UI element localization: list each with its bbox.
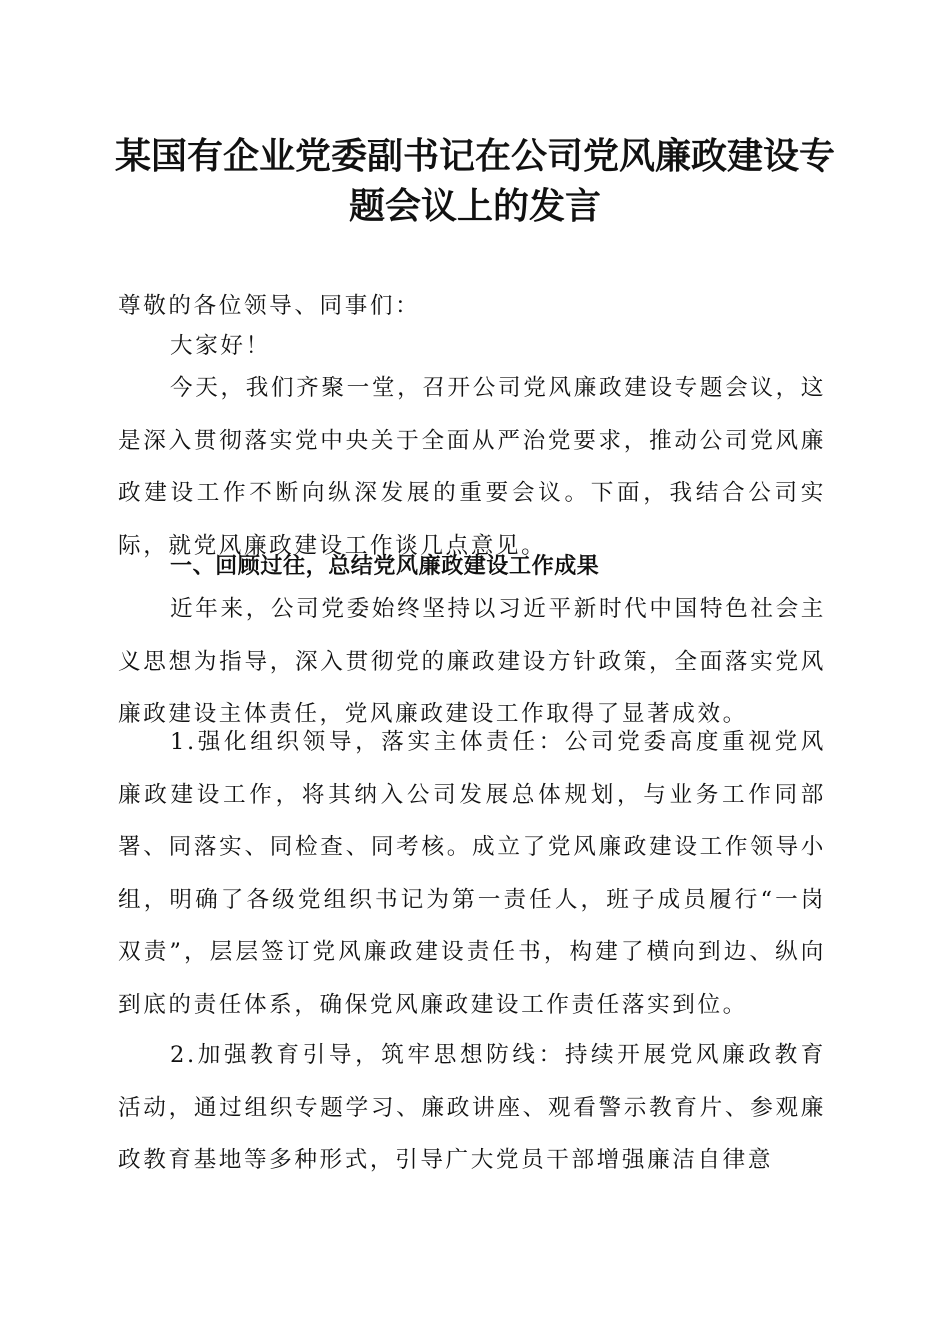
section-1-heading: 一、回顾过往，总结党风廉政建设工作成果 — [170, 554, 600, 579]
item-2-paragraph: 2.加强教育引导，筑牢思想防线：持续开展党风廉政教育活动，通过组织专题学习、廉政讲座、观看警示教育片、参观廉政教育基地等多种形式，引导广大党员干部增强廉洁自律意 — [118, 1042, 826, 1173]
document-title-line-1: 某国有企业党委副书记在公司党风廉政建设专 — [115, 135, 836, 177]
item-1-paragraph: 1.强化组织领导，落实主体责任：公司党委高度重视党风廉政建设工作，将其纳入公司发展总体规划，与业务工作同部署、同落实、同检查、同考核。成立了党风廉政建设工作领导小组，明确了各级党组织书记为第一责任人，班子成员履行“一岗双责”，层层签订党风廉政建设责任书，构建了横向到边、纵向到底的责任体系，确保党风廉政建设工作责任落实到位。 — [118, 729, 826, 1018]
intro-paragraph: 今天，我们齐聚一堂，召开公司党风廉政建设专题会议，这是深入贯彻落实党中央关于全面从严治党要求，推动公司党风廉政建设工作不断向纵深发展的重要会议。下面，我结合公司实际，就党风廉政建设工作谈几点意见。 — [118, 375, 826, 559]
document-title-line-2: 题会议上的发言 — [348, 185, 601, 227]
greeting-paragraph: 大家好！ — [170, 333, 271, 359]
salutation: 尊敬的各位领导、同事们： — [118, 293, 421, 319]
section-1-intro-paragraph: 近年来，公司党委始终坚持以习近平新时代中国特色社会主义思想为指导，深入贯彻党的廉政建设方针政策，全面落实党风廉政建设主体责任，党风廉政建设工作取得了显著成效。 — [118, 596, 826, 727]
